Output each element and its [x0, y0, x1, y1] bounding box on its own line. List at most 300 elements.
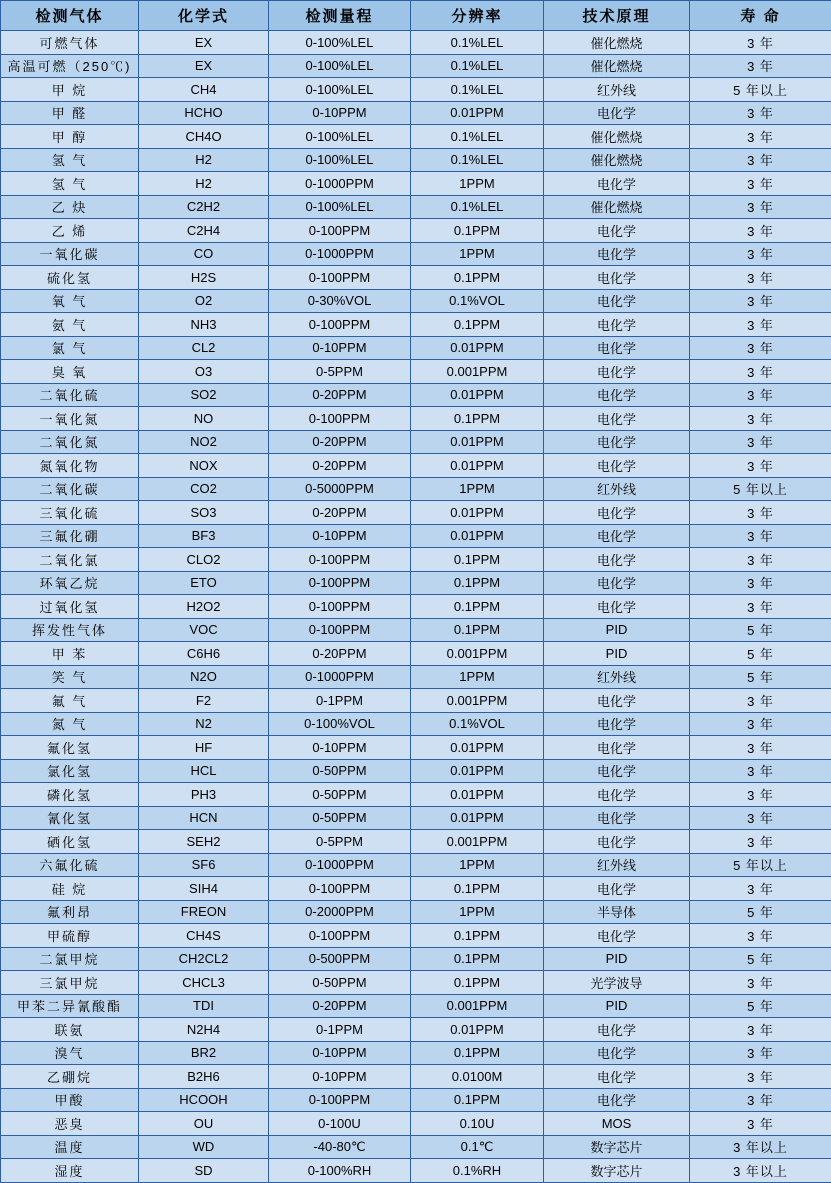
table-row [1, 806, 831, 830]
cell-technical-principle: 红外线 [544, 78, 690, 102]
cell-detection-range: 0-100%LEL [269, 78, 411, 102]
cell-detection-range: 0-20PPM [269, 454, 411, 478]
table-row [1, 266, 831, 290]
cell-technical-principle: 电化学 [544, 219, 690, 243]
cell-chemical-formula: CH2CL2 [139, 947, 269, 971]
cell-gas-name: 甲苯二异氰酸酯 [1, 994, 139, 1018]
table-row [1, 853, 831, 877]
table-body [1, 31, 831, 1183]
cell-detection-range: 0-5PPM [269, 830, 411, 854]
cell-gas-name: 氯 气 [1, 336, 139, 360]
cell-gas-name: 甲 烷 [1, 78, 139, 102]
cell-gas-name: 氟利昂 [1, 900, 139, 924]
cell-detection-range: 0-1000PPM [269, 172, 411, 196]
cell-gas-name: 环氧乙烷 [1, 571, 139, 595]
cell-technical-principle: 催化燃烧 [544, 31, 690, 55]
column-header-lifetime: 寿 命 [690, 1, 831, 31]
cell-detection-range: 0-100%LEL [269, 31, 411, 55]
cell-gas-name: 氨 气 [1, 313, 139, 337]
cell-lifetime: 5 年 [690, 665, 831, 689]
cell-gas-name: 二氧化氯 [1, 548, 139, 572]
cell-resolution: 0.01PPM [411, 336, 544, 360]
cell-technical-principle: 电化学 [544, 430, 690, 454]
cell-detection-range: 0-100PPM [269, 618, 411, 642]
cell-technical-principle: 电化学 [544, 313, 690, 337]
cell-technical-principle: PID [544, 947, 690, 971]
cell-chemical-formula: HCL [139, 759, 269, 783]
table-row [1, 595, 831, 619]
column-header-resolution: 分辨率 [411, 1, 544, 31]
cell-resolution: 0.1%LEL [411, 125, 544, 149]
table-row [1, 1065, 831, 1089]
cell-lifetime: 5 年 [690, 900, 831, 924]
cell-technical-principle: PID [544, 994, 690, 1018]
cell-detection-range: 0-1000PPM [269, 853, 411, 877]
cell-lifetime: 3 年 [690, 759, 831, 783]
table-row [1, 336, 831, 360]
table-row [1, 642, 831, 666]
table-row [1, 759, 831, 783]
cell-resolution: 0.1%LEL [411, 78, 544, 102]
cell-detection-range: 0-500PPM [269, 947, 411, 971]
cell-technical-principle: 电化学 [544, 501, 690, 525]
cell-resolution: 0.1%LEL [411, 195, 544, 219]
cell-chemical-formula: N2 [139, 712, 269, 736]
cell-resolution: 0.0100M [411, 1065, 544, 1089]
cell-lifetime: 3 年 [690, 548, 831, 572]
cell-lifetime: 3 年 [690, 31, 831, 55]
cell-detection-range: 0-10PPM [269, 336, 411, 360]
cell-gas-name: 氧 气 [1, 289, 139, 313]
cell-chemical-formula: WD [139, 1135, 269, 1159]
cell-gas-name: 溴气 [1, 1041, 139, 1065]
table-row [1, 219, 831, 243]
cell-technical-principle: 电化学 [544, 101, 690, 125]
cell-chemical-formula: BR2 [139, 1041, 269, 1065]
cell-resolution: 0.001PPM [411, 360, 544, 384]
cell-detection-range: 0-20PPM [269, 383, 411, 407]
cell-chemical-formula: NH3 [139, 313, 269, 337]
cell-chemical-formula: SO2 [139, 383, 269, 407]
cell-technical-principle: 数字芯片 [544, 1135, 690, 1159]
cell-gas-name: 甲 醇 [1, 125, 139, 149]
table-row [1, 101, 831, 125]
cell-resolution: 0.1℃ [411, 1135, 544, 1159]
cell-chemical-formula: CLO2 [139, 548, 269, 572]
cell-chemical-formula: H2O2 [139, 595, 269, 619]
cell-gas-name: 氢 气 [1, 148, 139, 172]
cell-technical-principle: 电化学 [544, 336, 690, 360]
cell-gas-name: 挥发性气体 [1, 618, 139, 642]
cell-chemical-formula: TDI [139, 994, 269, 1018]
cell-gas-name: 一氧化碳 [1, 242, 139, 266]
cell-technical-principle: 电化学 [544, 289, 690, 313]
cell-chemical-formula: H2 [139, 148, 269, 172]
cell-gas-name: 一氧化氮 [1, 407, 139, 431]
cell-detection-range: 0-20PPM [269, 994, 411, 1018]
table-row [1, 54, 831, 78]
cell-lifetime: 3 年以上 [690, 1159, 831, 1183]
cell-detection-range: 0-100PPM [269, 1088, 411, 1112]
cell-gas-name: 甲酸 [1, 1088, 139, 1112]
cell-resolution: 0.1%LEL [411, 54, 544, 78]
cell-resolution: 0.1PPM [411, 407, 544, 431]
cell-chemical-formula: C6H6 [139, 642, 269, 666]
cell-gas-name: 湿度 [1, 1159, 139, 1183]
cell-resolution: 1PPM [411, 665, 544, 689]
cell-detection-range: 0-1PPM [269, 1018, 411, 1042]
cell-lifetime: 3 年 [690, 242, 831, 266]
cell-detection-range: 0-100%LEL [269, 54, 411, 78]
cell-technical-principle: 电化学 [544, 407, 690, 431]
cell-chemical-formula: EX [139, 54, 269, 78]
cell-lifetime: 3 年 [690, 101, 831, 125]
cell-technical-principle: 电化学 [544, 571, 690, 595]
cell-chemical-formula: SD [139, 1159, 269, 1183]
cell-technical-principle: 电化学 [544, 266, 690, 290]
table-row [1, 924, 831, 948]
cell-detection-range: 0-100PPM [269, 219, 411, 243]
cell-gas-name: 三氯甲烷 [1, 971, 139, 995]
cell-technical-principle: 电化学 [544, 806, 690, 830]
cell-resolution: 0.01PPM [411, 783, 544, 807]
table-header [1, 1, 831, 31]
cell-resolution: 0.1%VOL [411, 289, 544, 313]
cell-gas-name: 联氨 [1, 1018, 139, 1042]
cell-resolution: 0.1PPM [411, 266, 544, 290]
cell-resolution: 0.001PPM [411, 830, 544, 854]
cell-lifetime: 3 年 [690, 877, 831, 901]
cell-technical-principle: 电化学 [544, 689, 690, 713]
cell-resolution: 0.1PPM [411, 595, 544, 619]
cell-lifetime: 3 年 [690, 195, 831, 219]
cell-resolution: 0.1PPM [411, 313, 544, 337]
cell-detection-range: 0-100PPM [269, 571, 411, 595]
cell-lifetime: 3 年 [690, 1041, 831, 1065]
table-row [1, 689, 831, 713]
cell-lifetime: 3 年 [690, 689, 831, 713]
cell-chemical-formula: F2 [139, 689, 269, 713]
table-row [1, 524, 831, 548]
cell-detection-range: 0-100%LEL [269, 148, 411, 172]
cell-gas-name: 氯化氢 [1, 759, 139, 783]
table-row [1, 1159, 831, 1183]
cell-gas-name: 笑 气 [1, 665, 139, 689]
cell-chemical-formula: SF6 [139, 853, 269, 877]
cell-lifetime: 3 年 [690, 1065, 831, 1089]
cell-detection-range: 0-50PPM [269, 759, 411, 783]
cell-gas-name: 氟 气 [1, 689, 139, 713]
cell-lifetime: 3 年 [690, 407, 831, 431]
cell-detection-range: 0-100%LEL [269, 195, 411, 219]
table-header-row [1, 1, 831, 31]
cell-resolution: 0.1PPM [411, 571, 544, 595]
cell-chemical-formula: B2H6 [139, 1065, 269, 1089]
cell-gas-name: 二氧化氮 [1, 430, 139, 454]
cell-gas-name: 过氧化氢 [1, 595, 139, 619]
cell-chemical-formula: C2H4 [139, 219, 269, 243]
table-row [1, 454, 831, 478]
cell-lifetime: 3 年 [690, 172, 831, 196]
cell-resolution: 0.01PPM [411, 1018, 544, 1042]
cell-resolution: 0.01PPM [411, 759, 544, 783]
cell-detection-range: -40-80℃ [269, 1135, 411, 1159]
cell-detection-range: 0-20PPM [269, 642, 411, 666]
cell-lifetime: 5 年 [690, 947, 831, 971]
cell-resolution: 0.001PPM [411, 689, 544, 713]
cell-chemical-formula: ETO [139, 571, 269, 595]
cell-detection-range: 0-50PPM [269, 783, 411, 807]
table-row [1, 1135, 831, 1159]
cell-technical-principle: 电化学 [544, 924, 690, 948]
table-row [1, 877, 831, 901]
cell-resolution: 1PPM [411, 172, 544, 196]
cell-resolution: 0.1PPM [411, 219, 544, 243]
cell-gas-name: 可燃气体 [1, 31, 139, 55]
cell-resolution: 0.01PPM [411, 501, 544, 525]
cell-gas-name: 高温可燃（250℃) [1, 54, 139, 78]
cell-resolution: 0.1PPM [411, 877, 544, 901]
cell-chemical-formula: BF3 [139, 524, 269, 548]
cell-technical-principle: 红外线 [544, 853, 690, 877]
cell-gas-name: 甲 醛 [1, 101, 139, 125]
cell-technical-principle: 电化学 [544, 360, 690, 384]
cell-technical-principle: MOS [544, 1112, 690, 1136]
cell-resolution: 0.1PPM [411, 947, 544, 971]
cell-gas-name: 硫化氢 [1, 266, 139, 290]
cell-lifetime: 3 年 [690, 360, 831, 384]
cell-gas-name: 硅 烷 [1, 877, 139, 901]
cell-chemical-formula: O3 [139, 360, 269, 384]
cell-chemical-formula: N2H4 [139, 1018, 269, 1042]
cell-chemical-formula: SIH4 [139, 877, 269, 901]
cell-resolution: 0.1%LEL [411, 31, 544, 55]
cell-lifetime: 3 年 [690, 830, 831, 854]
cell-resolution: 0.1%LEL [411, 148, 544, 172]
cell-resolution: 0.1%VOL [411, 712, 544, 736]
cell-gas-name: 氮 气 [1, 712, 139, 736]
cell-chemical-formula: HCHO [139, 101, 269, 125]
table-row [1, 712, 831, 736]
cell-gas-name: 六氟化硫 [1, 853, 139, 877]
cell-lifetime: 5 年以上 [690, 477, 831, 501]
cell-chemical-formula: CO2 [139, 477, 269, 501]
cell-lifetime: 3 年 [690, 783, 831, 807]
cell-gas-name: 氮氧化物 [1, 454, 139, 478]
column-header-range: 检测量程 [269, 1, 411, 31]
cell-resolution: 1PPM [411, 853, 544, 877]
cell-technical-principle: 催化燃烧 [544, 195, 690, 219]
table-row [1, 1041, 831, 1065]
cell-technical-principle: 催化燃烧 [544, 125, 690, 149]
cell-detection-range: 0-10PPM [269, 101, 411, 125]
cell-detection-range: 0-30%VOL [269, 289, 411, 313]
cell-technical-principle: 电化学 [544, 736, 690, 760]
cell-resolution: 0.01PPM [411, 101, 544, 125]
cell-chemical-formula: N2O [139, 665, 269, 689]
cell-resolution: 0.01PPM [411, 430, 544, 454]
cell-gas-name: 甲 苯 [1, 642, 139, 666]
cell-detection-range: 0-10PPM [269, 524, 411, 548]
cell-detection-range: 0-5PPM [269, 360, 411, 384]
cell-chemical-formula: CH4O [139, 125, 269, 149]
cell-gas-name: 氟化氢 [1, 736, 139, 760]
table-row [1, 736, 831, 760]
cell-technical-principle: 电化学 [544, 830, 690, 854]
cell-technical-principle: 电化学 [544, 783, 690, 807]
cell-technical-principle: 电化学 [544, 172, 690, 196]
table-row [1, 360, 831, 384]
cell-detection-range: 0-100PPM [269, 313, 411, 337]
cell-chemical-formula: O2 [139, 289, 269, 313]
table-row [1, 665, 831, 689]
cell-technical-principle: 电化学 [544, 454, 690, 478]
cell-lifetime: 3 年 [690, 924, 831, 948]
cell-chemical-formula: NO [139, 407, 269, 431]
cell-gas-name: 乙硼烷 [1, 1065, 139, 1089]
cell-lifetime: 5 年 [690, 994, 831, 1018]
cell-detection-range: 0-1000PPM [269, 242, 411, 266]
cell-lifetime: 3 年 [690, 125, 831, 149]
cell-detection-range: 0-5000PPM [269, 477, 411, 501]
cell-detection-range: 0-100U [269, 1112, 411, 1136]
cell-resolution: 1PPM [411, 477, 544, 501]
cell-detection-range: 0-100PPM [269, 548, 411, 572]
table-row [1, 195, 831, 219]
table-row [1, 242, 831, 266]
cell-resolution: 1PPM [411, 900, 544, 924]
cell-lifetime: 3 年 [690, 336, 831, 360]
table-row [1, 1088, 831, 1112]
cell-technical-principle: 电化学 [544, 595, 690, 619]
cell-chemical-formula: C2H2 [139, 195, 269, 219]
cell-detection-range: 0-20PPM [269, 501, 411, 525]
table-row [1, 900, 831, 924]
cell-lifetime: 3 年 [690, 806, 831, 830]
cell-detection-range: 0-1000PPM [269, 665, 411, 689]
column-header-principle: 技术原理 [544, 1, 690, 31]
cell-lifetime: 3 年 [690, 148, 831, 172]
cell-gas-name: 磷化氢 [1, 783, 139, 807]
cell-resolution: 0.01PPM [411, 524, 544, 548]
cell-resolution: 0.01PPM [411, 454, 544, 478]
table-row [1, 31, 831, 55]
table-row [1, 618, 831, 642]
cell-detection-range: 0-100%LEL [269, 125, 411, 149]
table-row [1, 289, 831, 313]
cell-technical-principle: 电化学 [544, 1088, 690, 1112]
cell-technical-principle: 红外线 [544, 665, 690, 689]
table-row [1, 313, 831, 337]
cell-chemical-formula: FREON [139, 900, 269, 924]
cell-chemical-formula: H2 [139, 172, 269, 196]
table-row [1, 994, 831, 1018]
cell-lifetime: 3 年 [690, 501, 831, 525]
cell-detection-range: 0-100PPM [269, 595, 411, 619]
cell-technical-principle: 电化学 [544, 1041, 690, 1065]
cell-technical-principle: 电化学 [544, 524, 690, 548]
cell-chemical-formula: CH4 [139, 78, 269, 102]
table-row [1, 1018, 831, 1042]
cell-detection-range: 0-20PPM [269, 430, 411, 454]
cell-chemical-formula: VOC [139, 618, 269, 642]
cell-technical-principle: 电化学 [544, 1065, 690, 1089]
cell-lifetime: 3 年 [690, 736, 831, 760]
table-row [1, 383, 831, 407]
cell-technical-principle: 电化学 [544, 1018, 690, 1042]
cell-resolution: 0.1PPM [411, 924, 544, 948]
cell-detection-range: 0-1PPM [269, 689, 411, 713]
cell-detection-range: 0-10PPM [269, 736, 411, 760]
cell-detection-range: 0-100%RH [269, 1159, 411, 1183]
cell-lifetime: 3 年 [690, 219, 831, 243]
cell-lifetime: 3 年 [690, 430, 831, 454]
cell-detection-range: 0-100PPM [269, 924, 411, 948]
cell-chemical-formula: H2S [139, 266, 269, 290]
cell-gas-name: 恶臭 [1, 1112, 139, 1136]
cell-lifetime: 3 年 [690, 313, 831, 337]
cell-detection-range: 0-100%VOL [269, 712, 411, 736]
cell-chemical-formula: HCN [139, 806, 269, 830]
cell-resolution: 0.1PPM [411, 1088, 544, 1112]
cell-resolution: 0.1PPM [411, 971, 544, 995]
cell-technical-principle: 光学波导 [544, 971, 690, 995]
cell-technical-principle: 电化学 [544, 548, 690, 572]
cell-lifetime: 3 年 [690, 1088, 831, 1112]
cell-resolution: 1PPM [411, 242, 544, 266]
cell-gas-name: 二氧化硫 [1, 383, 139, 407]
cell-gas-name: 三氟化硼 [1, 524, 139, 548]
cell-lifetime: 5 年以上 [690, 853, 831, 877]
column-header-formula: 化学式 [139, 1, 269, 31]
cell-gas-name: 温度 [1, 1135, 139, 1159]
cell-detection-range: 0-100PPM [269, 407, 411, 431]
cell-lifetime: 5 年 [690, 642, 831, 666]
cell-chemical-formula: SEH2 [139, 830, 269, 854]
cell-technical-principle: 半导体 [544, 900, 690, 924]
cell-chemical-formula: OU [139, 1112, 269, 1136]
cell-chemical-formula: NO2 [139, 430, 269, 454]
cell-chemical-formula: NOX [139, 454, 269, 478]
cell-detection-range: 0-10PPM [269, 1041, 411, 1065]
cell-gas-name: 甲硫醇 [1, 924, 139, 948]
cell-gas-name: 二氧化碳 [1, 477, 139, 501]
cell-technical-principle: 红外线 [544, 477, 690, 501]
cell-gas-name: 乙 炔 [1, 195, 139, 219]
cell-lifetime: 3 年 [690, 571, 831, 595]
cell-resolution: 0.1PPM [411, 1041, 544, 1065]
cell-lifetime: 3 年以上 [690, 1135, 831, 1159]
table-row [1, 830, 831, 854]
cell-gas-name: 氢 气 [1, 172, 139, 196]
column-header-gas: 检测气体 [1, 1, 139, 31]
cell-lifetime: 3 年 [690, 266, 831, 290]
cell-chemical-formula: EX [139, 31, 269, 55]
cell-technical-principle: 催化燃烧 [544, 54, 690, 78]
cell-chemical-formula: CO [139, 242, 269, 266]
cell-chemical-formula: HCOOH [139, 1088, 269, 1112]
cell-lifetime: 5 年以上 [690, 78, 831, 102]
table-row [1, 78, 831, 102]
cell-technical-principle: 电化学 [544, 242, 690, 266]
cell-lifetime: 3 年 [690, 971, 831, 995]
cell-resolution: 0.1PPM [411, 548, 544, 572]
cell-chemical-formula: CHCL3 [139, 971, 269, 995]
cell-lifetime: 3 年 [690, 595, 831, 619]
cell-gas-name: 乙 烯 [1, 219, 139, 243]
cell-lifetime: 3 年 [690, 289, 831, 313]
cell-lifetime: 3 年 [690, 454, 831, 478]
